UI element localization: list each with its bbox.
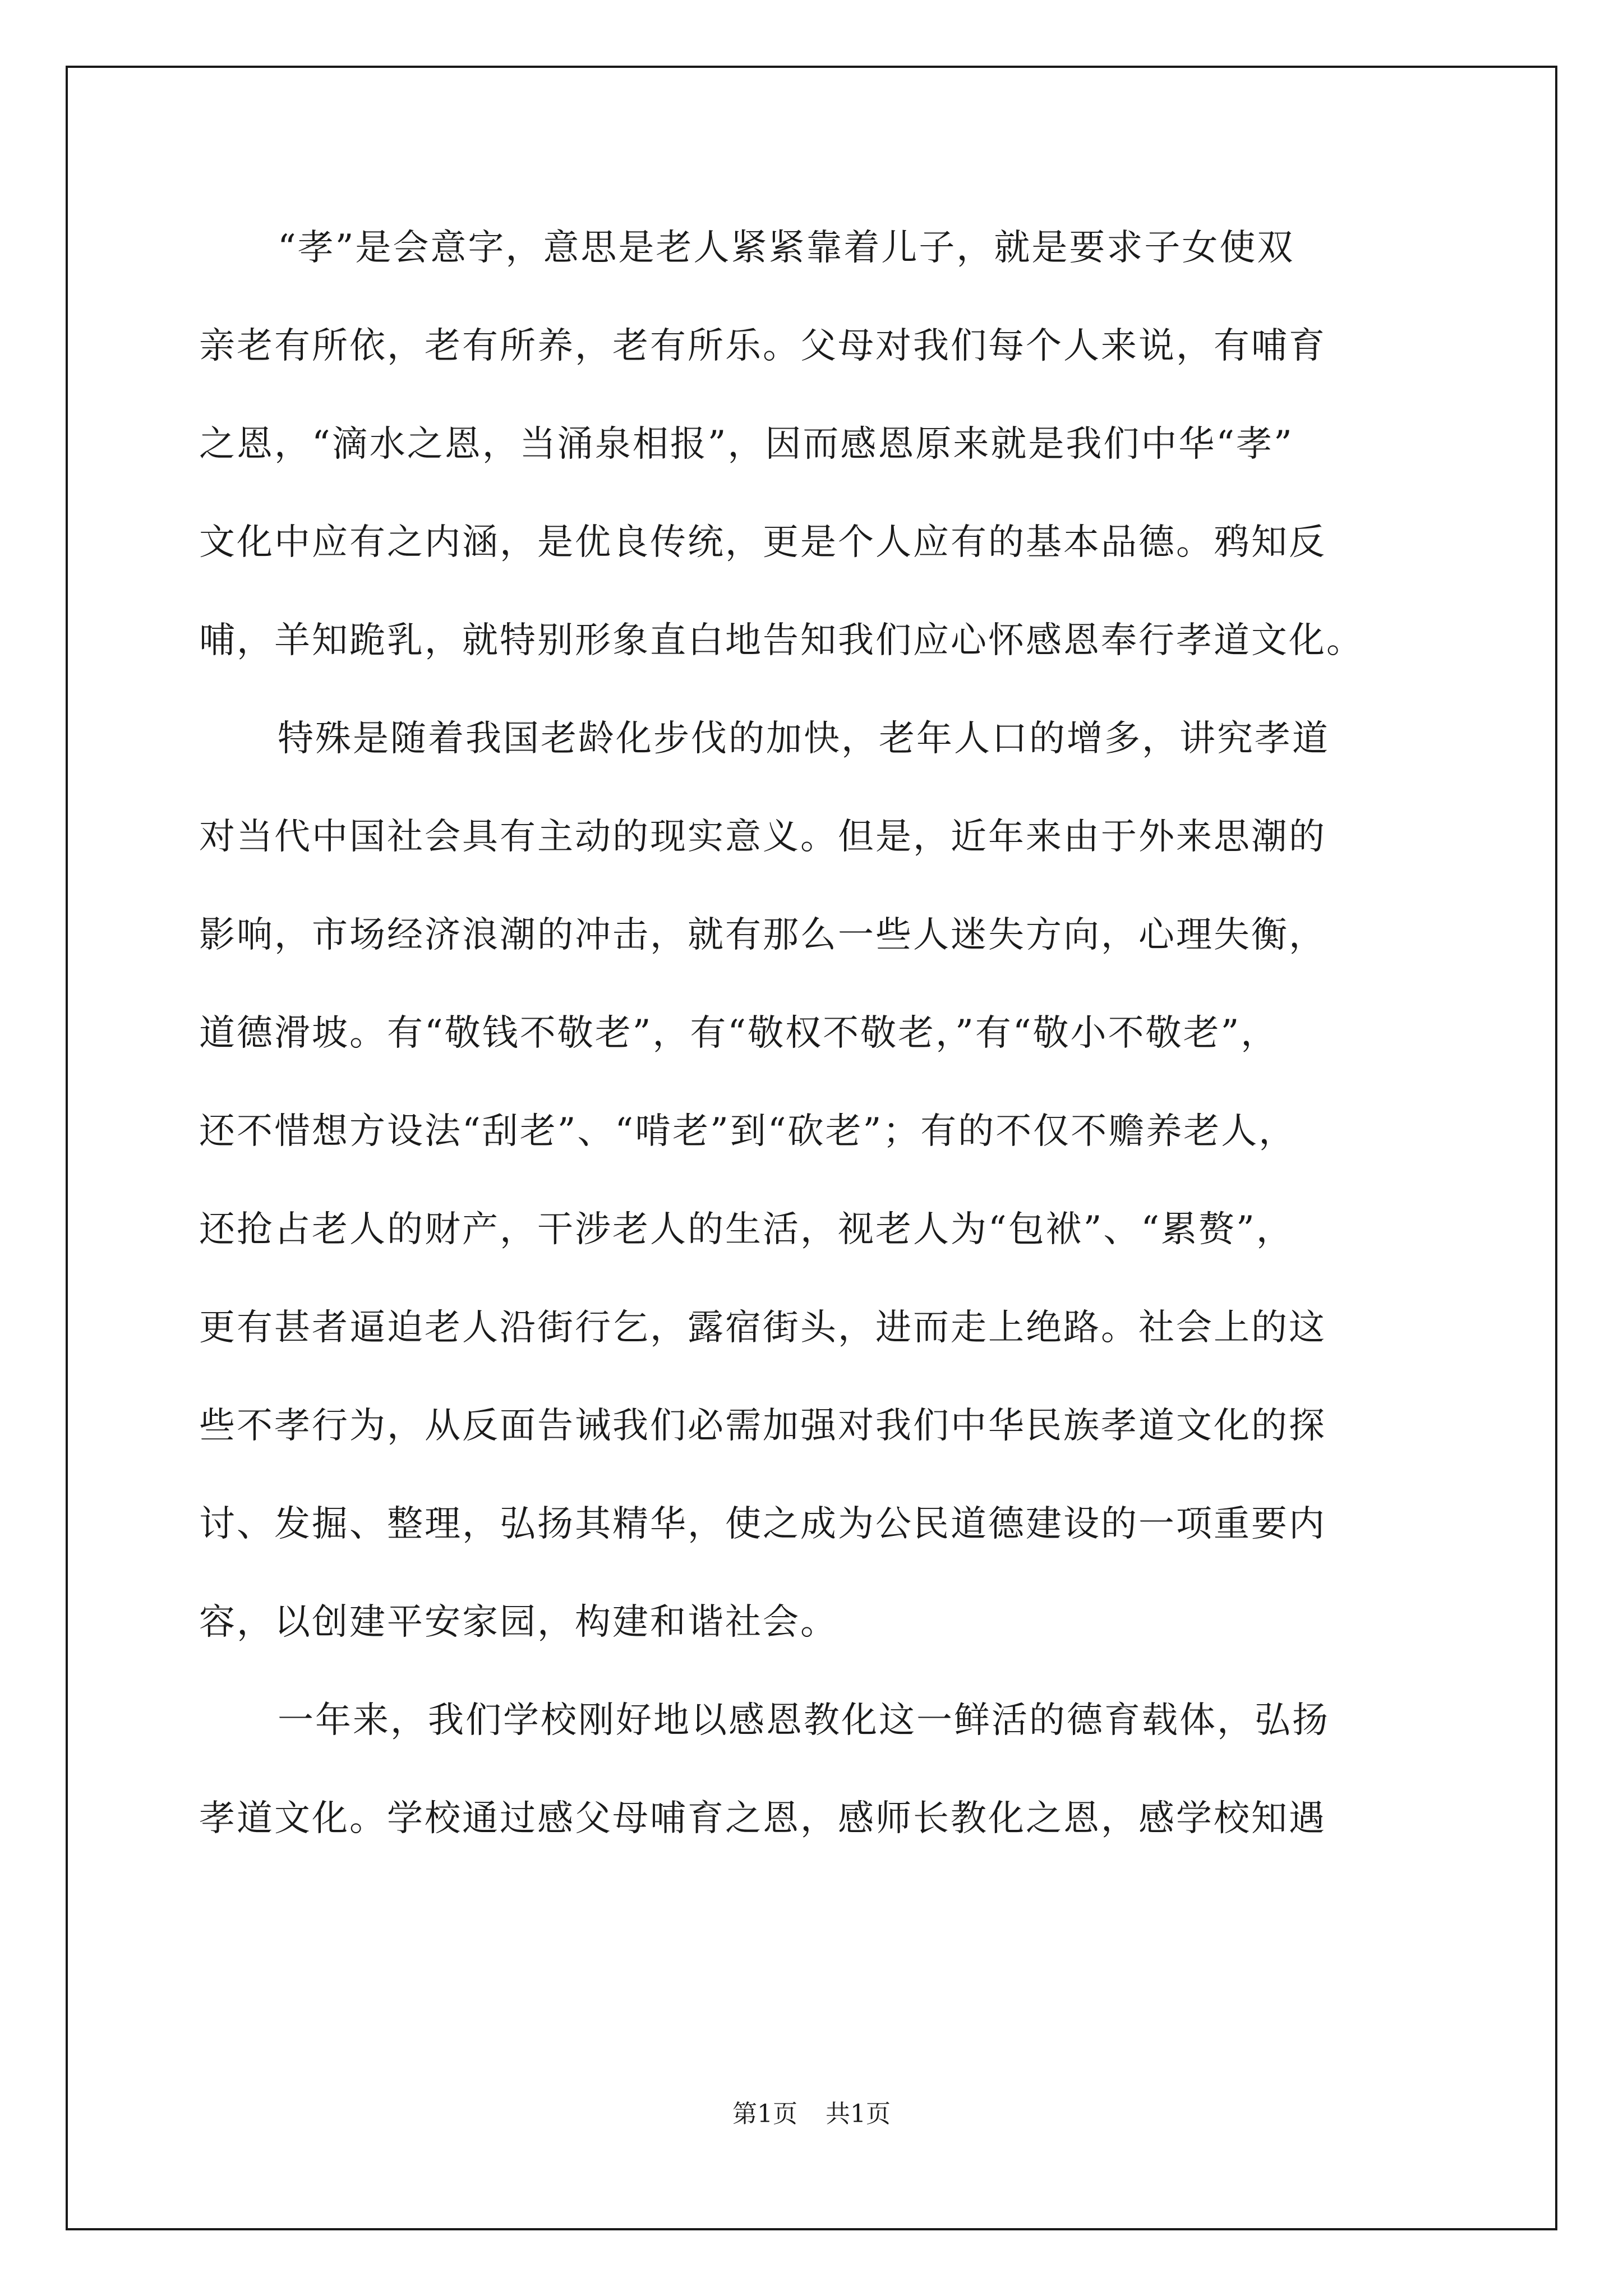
text-line: 亲老有所依，老有所养，老有所乐。父母对我们每个人来说，有哺育 xyxy=(199,325,1326,367)
text-line: 文化中应有之内涵，是优良传统，更是个人应有的基本品德。鸦知反 xyxy=(199,522,1326,563)
text-line: 还不惜想方设法“刮老”、“啃老”到“砍老”；有的不仅不赡养老人， xyxy=(199,1111,1297,1152)
paragraph xyxy=(199,199,1433,690)
text-line: “孝”是会意字，意思是老人紧紧靠着儿子，就是要求子女使双 xyxy=(278,227,1295,269)
text-line: 一年来，我们学校刚好地以感恩教化这一鲜活的德育载体，弘扬 xyxy=(278,1700,1330,1741)
text-line: 哺，羊知跪乳，就特别形象直白地告知我们应心怀感恩奉行孝道文化。 xyxy=(199,620,1364,661)
text-line: 讨、发掘、整理，弘扬其精华，使之成为公民道德建设的一项重要内 xyxy=(199,1503,1326,1545)
text-line: 之恩，“滴水之恩，当涌泉相报”，因而感恩原来就是我们中华“孝” xyxy=(199,424,1294,465)
text-line: 特殊是随着我国老龄化步伐的加快，老年人口的增多，讲究孝道 xyxy=(278,718,1330,760)
paragraph xyxy=(199,1672,1433,1868)
text-line: 些不孝行为，从反面告诫我们必需加强对我们中华民族孝道文化的探 xyxy=(199,1405,1326,1447)
text-line: 更有甚者逼迫老人沿街行乞，露宿街头，进而走上绝路。社会上的这 xyxy=(199,1307,1326,1349)
paragraph xyxy=(199,690,1433,1672)
text-line: 对当代中国社会具有主动的现实意义。但是，近年来由于外来思潮的 xyxy=(199,816,1326,858)
text-line: 道德滑坡。有“敬钱不敬老”，有“敬权不敬老，”有“敬小不敬老”， xyxy=(199,1013,1279,1054)
page-footer xyxy=(0,2093,1623,2129)
text-line: 还抢占老人的财产，干涉老人的生活，视老人为“包袱”、“累赘”， xyxy=(199,1209,1294,1250)
text-line: 孝道文化。学校通过感父母哺育之恩，感师长教化之恩，感学校知遇 xyxy=(199,1798,1326,1839)
document-body xyxy=(199,199,1433,1868)
text-line: 容，以创建平安家园，构建和谐社会。 xyxy=(199,1602,838,1643)
text-line: 影响，市场经济浪潮的冲击，就有那么一些人迷失方向，心理失衡， xyxy=(199,914,1326,956)
page-total: 共1页 xyxy=(826,2100,891,2128)
page-number: 第1页 xyxy=(732,2100,797,2128)
